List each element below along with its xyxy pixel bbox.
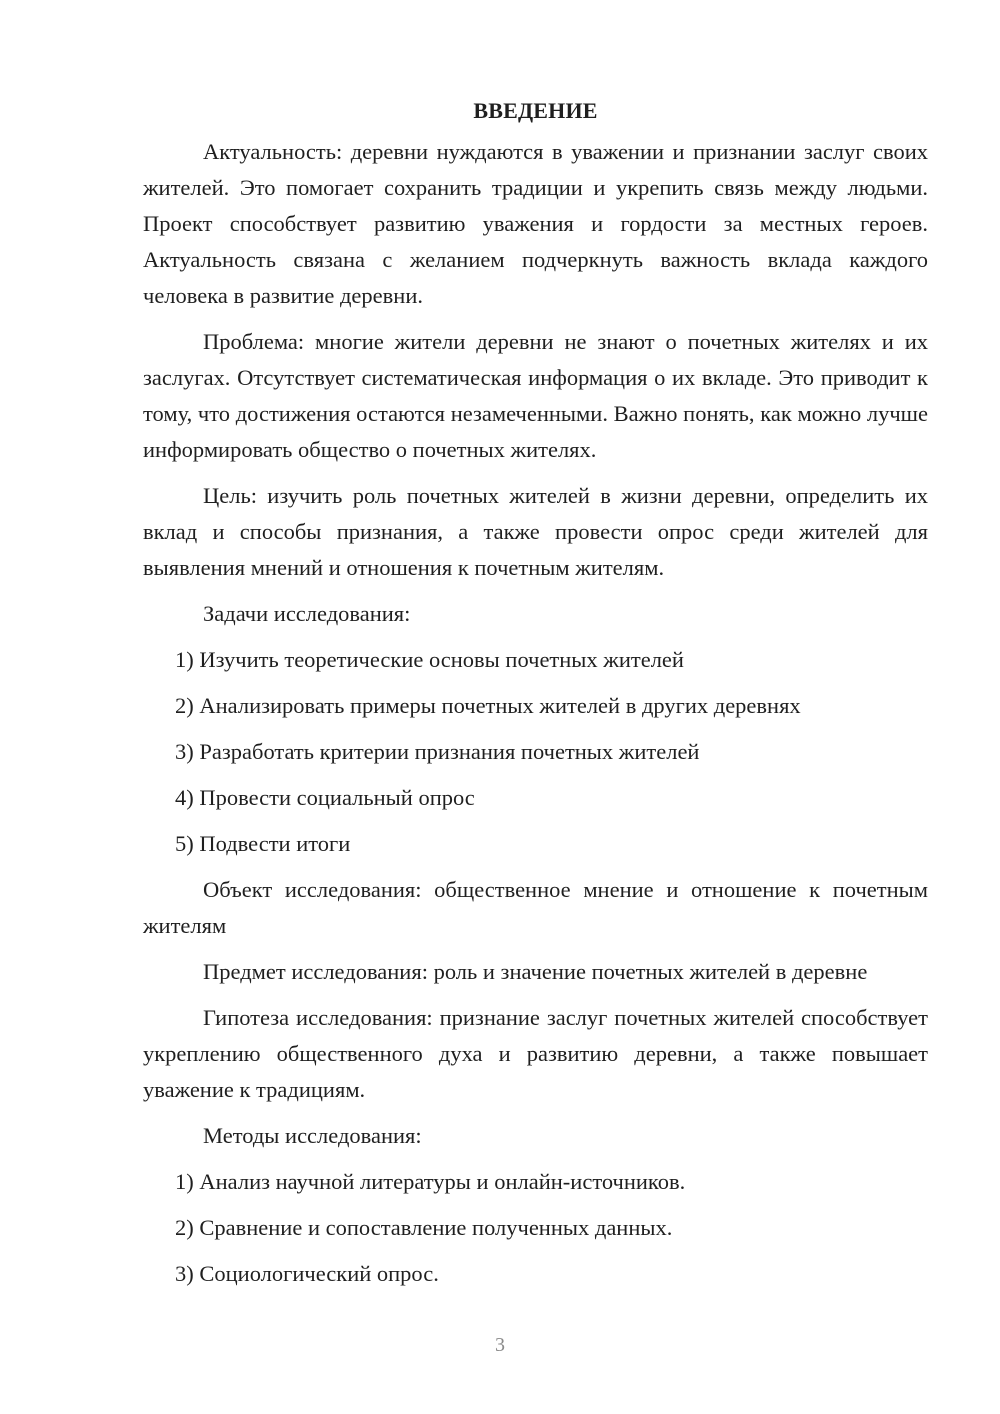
tasks-list (143, 642, 928, 862)
list-item: 2) Сравнение и сопоставление полученных данных. (175, 1215, 673, 1240)
methods-title: Методы исследования: (203, 1123, 422, 1148)
list-item: 1) Анализ научной литературы и онлайн-источников. (175, 1169, 686, 1194)
list-item: 5) Подвести итоги (175, 831, 351, 856)
page-content (143, 96, 928, 1302)
object-paragraph: Объект исследования: общественное мнение и отношение к почетным жителям (143, 877, 928, 938)
list-item: 1) Изучить теоретические основы почетных жителей (175, 647, 684, 672)
list-item: 3) Разработать критерии признания почетных жителей (175, 739, 700, 764)
goal-paragraph: Цель: изучить роль почетных жителей в жизни деревни, определить их вклад и способы признания, а также провести опрос среди жителей для выявления мнений и отношения к почетным жителям. (143, 483, 928, 580)
problem-paragraph: Проблема: многие жители деревни не знают о почетных жителях и их заслугах. Отсутствует систематическая информация о их вкладе. Это приводит к тому, что достижения остаются незамеченными. Важно понять, как можно лучше информировать общество о почетных жителях. (143, 329, 928, 462)
methods-list (143, 1164, 928, 1292)
list-item: 2) Анализировать примеры почетных жителей в других деревнях (175, 693, 801, 718)
hypothesis-paragraph: Гипотеза исследования: признание заслуг почетных жителей способствует укреплению общественного духа и развитию деревни, а также повышает уважение к традициям. (143, 1005, 928, 1102)
tasks-title: Задачи исследования: (203, 601, 411, 626)
section-heading: ВВЕДЕНИЕ (473, 98, 598, 123)
page-number: 3 (495, 1334, 505, 1356)
list-item: 3) Социологический опрос. (175, 1261, 439, 1286)
relevance-paragraph: Актуальность: деревни нуждаются в уважении и признании заслуг своих жителей. Это помогает сохранить традиции и укрепить связь между людьми. Проект способствует развитию уважения и гордости за местных героев. Актуальность связана с желанием подчеркнуть важность вклада каждого человека в развитие деревни. (143, 139, 928, 308)
list-item: 4) Провести социальный опрос (175, 785, 475, 810)
subject-paragraph: Предмет исследования: роль и значение почетных жителей в деревне (203, 959, 868, 984)
